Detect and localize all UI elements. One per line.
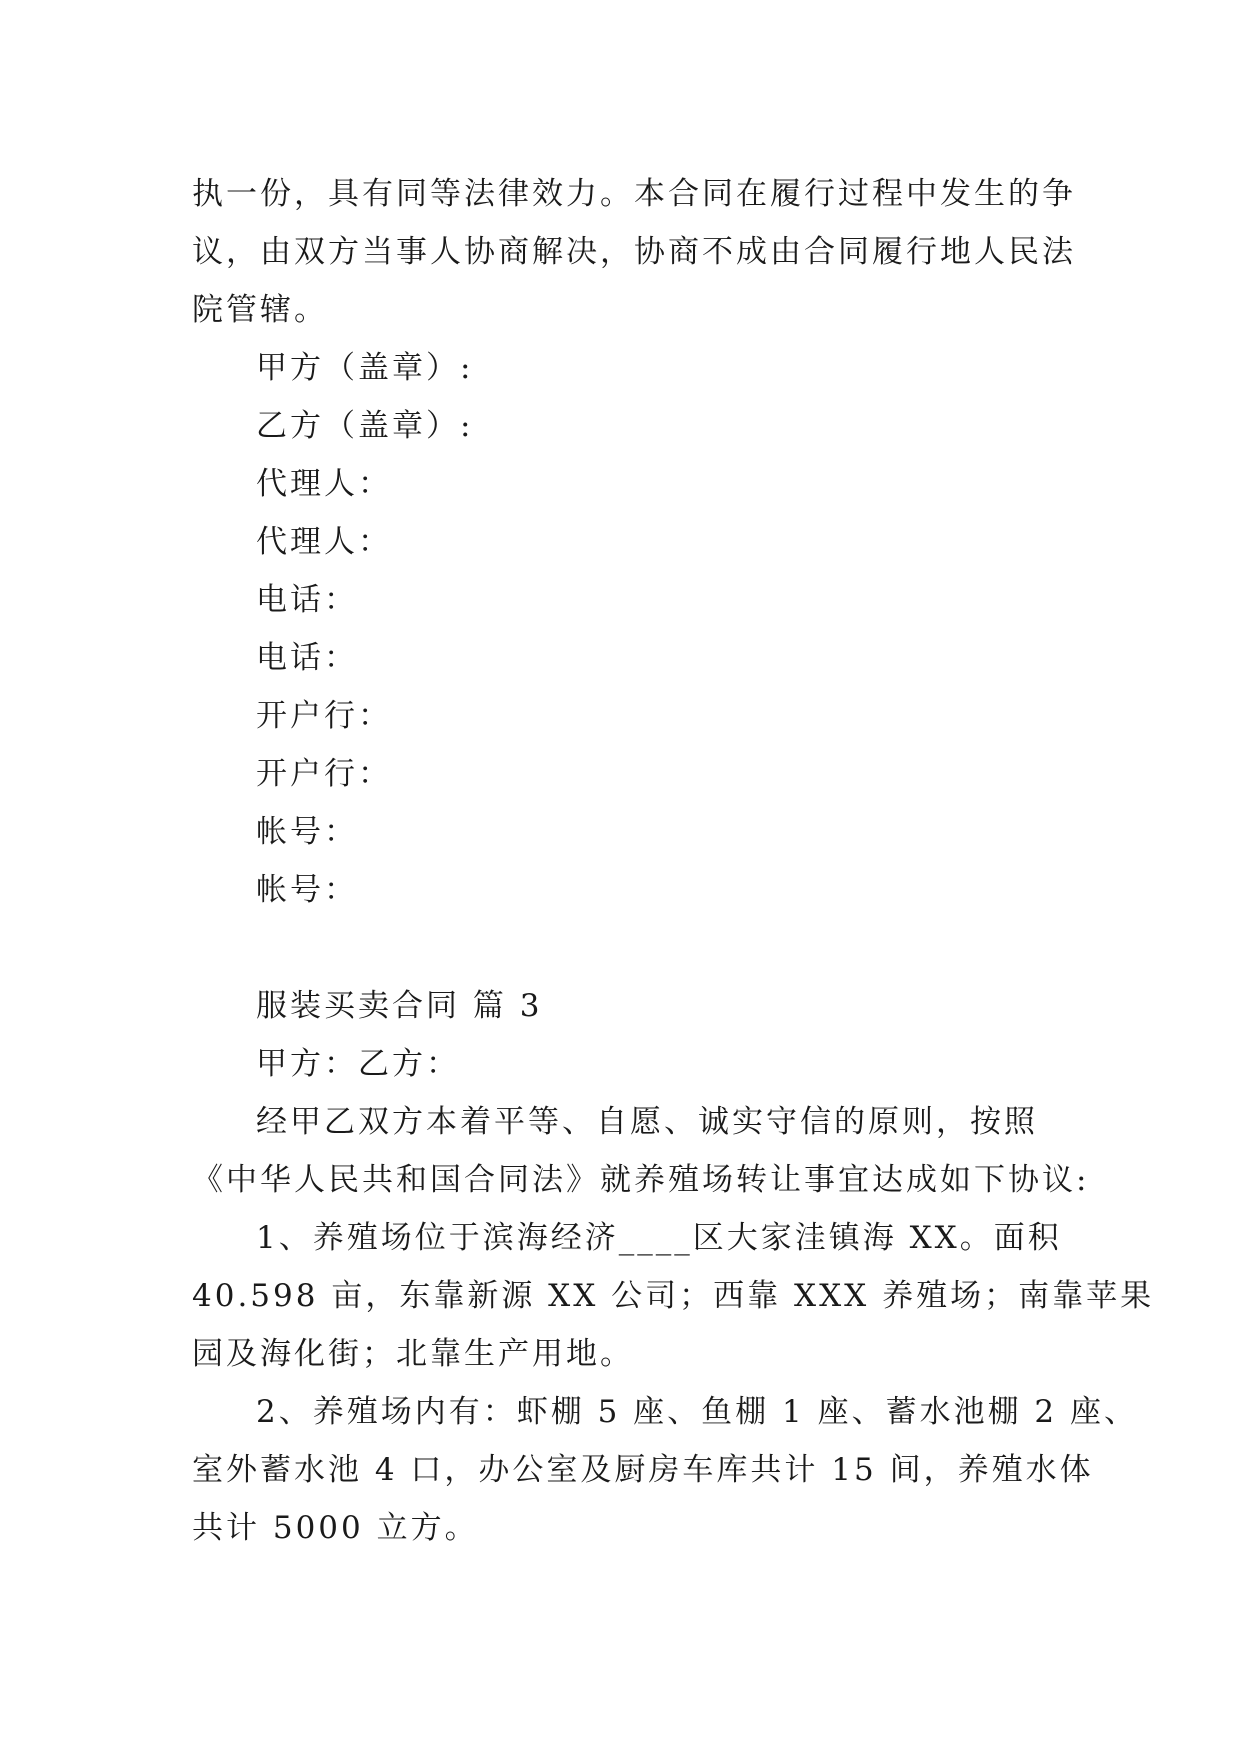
parties-line: 甲方：乙方：: [256, 1046, 460, 1082]
signature-phone-a: 电话：: [256, 582, 358, 618]
signature-account-a: 帐号：: [256, 814, 358, 850]
paragraph-line: 院管辖。: [192, 292, 328, 328]
document-body: [192, 165, 1155, 1557]
intro-line: 《中华人民共和国合同法》就养殖场转让事宜达成如下协议:: [192, 1162, 1090, 1198]
signature-account-b: 帐号：: [256, 872, 358, 908]
signature-party-a: 甲方（盖章）:: [256, 350, 474, 386]
clause-1-line: 1、养殖场位于滨海经济____区大家洼镇海 XX。面积: [256, 1220, 1062, 1256]
paragraph-line: 议，由双方当事人协商解决，协商不成由合同履行地人民法: [192, 234, 1076, 270]
signature-bank-a: 开户行：: [256, 698, 392, 734]
clause-2-line: 2、养殖场内有：虾棚 5 座、鱼棚 1 座、蓄水池棚 2 座、: [256, 1394, 1139, 1430]
clause-1-line: 40.598 亩，东靠新源 XX 公司；西靠 XXX 养殖场；南靠苹果: [192, 1278, 1155, 1314]
blank-line: [192, 919, 1052, 977]
signature-phone-b: 电话：: [256, 640, 358, 676]
signature-party-b: 乙方（盖章）:: [256, 408, 474, 444]
signature-bank-b: 开户行：: [256, 756, 392, 792]
signature-agent-a: 代理人：: [256, 466, 392, 502]
intro-line: 经甲乙双方本着平等、自愿、诚实守信的原则，按照: [256, 1104, 1038, 1140]
paragraph-line: 执一份，具有同等法律效力。本合同在履行过程中发生的争: [192, 176, 1076, 212]
clause-2-line: 室外蓄水池 4 口，办公室及厨房车库共计 15 间，养殖水体: [192, 1452, 1094, 1488]
section-title: 服装买卖合同 篇 3: [256, 988, 543, 1024]
clause-2-line: 共计 5000 立方。: [192, 1510, 479, 1546]
signature-agent-b: 代理人：: [256, 524, 392, 560]
clause-1-line: 园及海化街；北靠生产用地。: [192, 1336, 634, 1372]
